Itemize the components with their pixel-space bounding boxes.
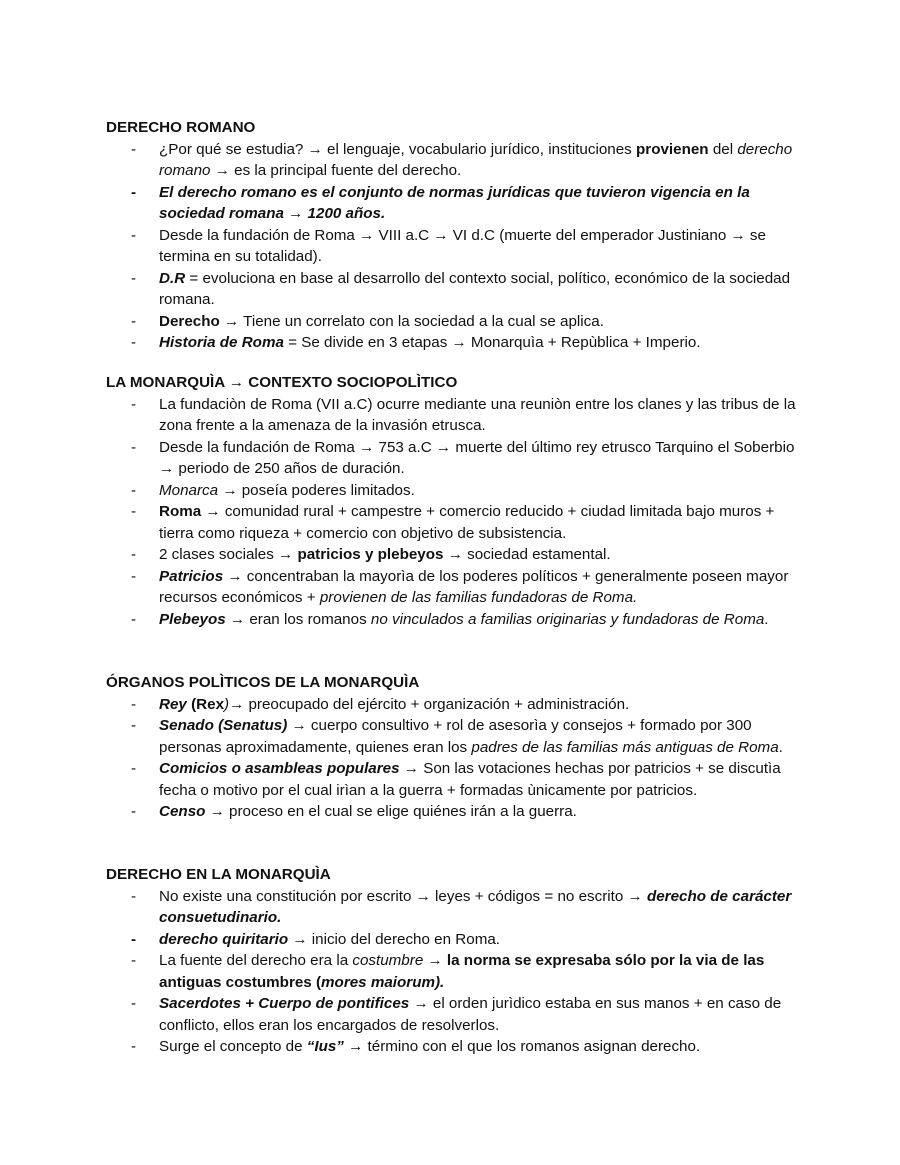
text-run: → (423, 952, 447, 969)
dash-bullet: - (131, 140, 137, 158)
list-item (106, 950, 806, 993)
list-item (106, 801, 806, 823)
list-item (106, 715, 806, 758)
text-run: Censo (159, 803, 206, 820)
text-run: derecho quiritario (159, 930, 289, 948)
section-heading: DERECHO ROMANO (106, 119, 256, 136)
text-run: → poseía poderes limitados. (218, 481, 415, 499)
bullet-list (106, 139, 806, 354)
dash-bullet: - (131, 312, 137, 330)
text-run: → término con el que los romanos asignan derecho. (343, 1038, 701, 1055)
list-item (106, 480, 806, 502)
bullet-list (106, 886, 806, 1058)
text-run: → eran los romanos (225, 610, 371, 628)
dash-bullet: - (131, 503, 137, 520)
text-run: Rey (159, 695, 187, 713)
bullet-list (106, 394, 806, 631)
text-run: Patricios (159, 567, 224, 585)
text-run: provienen (636, 140, 709, 158)
text-run: provienen de las familias fundadoras de Roma. (319, 589, 638, 606)
text-run: Surge el concepto de (159, 1038, 307, 1055)
text-run: → sociedad estamental. (443, 546, 611, 563)
text-run: (Rex (186, 695, 225, 713)
text-run: La fundaciòn de Roma (VII a.C) ocurre mediante una reuniòn entre los clanes y las tribus de la zona frente a la amenaza de la invasión etrusca. (159, 395, 796, 434)
dash-bullet: - (131, 269, 137, 287)
text-run: D.R (159, 269, 186, 287)
text-run: = evoluciona en base al desarrollo del contexto social, político, económico de la sociedad romana. (159, 269, 791, 308)
dash-bullet: - (131, 995, 137, 1012)
text-run: → es la principal fuente del derecho. (210, 162, 462, 179)
text-run: la norma se expresaba sólo por la via de las antiguas costumbres ( (159, 952, 765, 991)
dash-bullet: - (131, 395, 137, 413)
list-item (106, 332, 806, 354)
text-run: padres de las familias más antiguas de Roma (471, 738, 779, 756)
section-organos-politicos (106, 672, 806, 823)
text-run: ¿Por qué se estudia? → el lenguaje, vocabulario jurídico, instituciones (159, 140, 636, 158)
list-item (106, 694, 806, 716)
text-run: Desde la fundación de Roma → 753 a.C → muerte del último rey etrusco Tarquino el Soberbio → periodo de 250 años de duración. (159, 438, 795, 477)
dash-bullet: - (131, 760, 137, 777)
list-item (106, 394, 806, 437)
list-item (106, 311, 806, 333)
list-item (106, 225, 806, 268)
text-run: = Se divide en 3 etapas → Monarquìa + Repùblica + Imperio. (283, 334, 701, 351)
section-derecho-monarquia (106, 864, 806, 1058)
text-run: . (778, 738, 783, 756)
text-run: derecho romano (159, 140, 793, 179)
text-run: no vinculados a familias originarias y fundadoras de Roma (370, 610, 765, 628)
text-run: → cuerpo consultivo + rol de asesorìa y consejos + formado por 300 personas aproximadamente, quienes eran los (159, 717, 752, 756)
list-item (106, 929, 806, 951)
dash-bullet: - (131, 546, 137, 563)
list-item (106, 544, 806, 566)
text-run: → comunidad rural + campestre + comercio reducido + ciudad limitada bajo muros + tierra como riqueza + comercio con objetivo de subsistencia. (159, 503, 775, 542)
text-run: mores maiorum). (321, 973, 445, 991)
text-run: → preocupado del ejército + organización + administración. (229, 695, 630, 713)
dash-bullet: - (131, 887, 137, 905)
text-run: costumbre (352, 952, 424, 969)
text-run: La fuente del derecho era la (159, 952, 353, 969)
text-run: Senado (Senatus) (159, 717, 288, 734)
text-run: . (764, 610, 769, 628)
text-run: Derecho (159, 312, 220, 330)
list-item (106, 758, 806, 801)
text-run: → el orden jurìdico estaba en sus manos + en caso de conflicto, ellos eran los encargados de resolverlos. (159, 995, 782, 1034)
text-run: Plebeyos (159, 610, 226, 628)
text-run: Desde la fundación de Roma → VIII a.C → VI d.C (muerte del emperador Justiniano → se termina en su totalidad). (159, 226, 766, 265)
dash-bullet: - (131, 1038, 137, 1055)
dash-bullet: - (131, 610, 137, 628)
text-run: → Tiene un correlato con la sociedad a la cual se aplica. (219, 312, 604, 330)
list-item (106, 609, 806, 631)
text-run: derecho de carácter consuetudinario. (159, 887, 792, 926)
dash-bullet: - (131, 334, 137, 351)
text-run: → Son las votaciones hechas por patricios + se discutìa fecha o motivo por el cual irìan a la guerra + formadas ùnicamente por patricios. (159, 760, 781, 799)
list-item (106, 1036, 806, 1058)
list-item (106, 993, 806, 1036)
text-run: El derecho romano es el conjunto de normas jurídicas que tuvieron vigencia en la sociedad romana → 1200 años. (159, 183, 750, 222)
text-run: del (708, 140, 738, 158)
dash-bullet: - (131, 952, 137, 969)
list-item (106, 886, 806, 929)
text-run: Roma (159, 503, 202, 520)
dash-bullet: - (131, 567, 137, 585)
text-run: ) (224, 695, 230, 713)
dash-bullet: - (131, 695, 137, 713)
dash-bullet: - (131, 183, 137, 201)
dash-bullet: - (131, 930, 137, 948)
dash-bullet: - (131, 226, 137, 244)
text-run: “Ius” (306, 1038, 344, 1055)
text-run: 2 clases sociales → (159, 546, 298, 563)
text-run: Sacerdotes + Cuerpo de pontifices (159, 995, 410, 1012)
section-heading: LA MONARQUÌA → CONTEXTO SOCIOPOLÌTICO (106, 374, 458, 391)
section-la-monarquia (106, 372, 806, 630)
section-derecho-romano (106, 117, 806, 354)
list-item (106, 139, 806, 182)
text-run: patricios y plebeyos (297, 546, 444, 563)
text-run: → inicio del derecho en Roma. (288, 930, 501, 948)
text-run: No existe una constitución por escrito → leyes + códigos = no escrito → (159, 887, 647, 905)
dash-bullet: - (131, 481, 137, 499)
list-item (106, 268, 806, 311)
list-item (106, 501, 806, 544)
bullet-list (106, 694, 806, 823)
text-run: Historia de Roma (159, 334, 284, 351)
text-run: → proceso en el cual se elige quiénes irán a la guerra. (205, 803, 577, 820)
text-run: → concentraban la mayorìa de los poderes políticos + generalmente poseen mayor recursos económicos + (159, 567, 789, 606)
list-item (106, 566, 806, 609)
text-run: Comicios o asambleas populares (159, 760, 400, 777)
list-item (106, 182, 806, 225)
list-item (106, 437, 806, 480)
dash-bullet: - (131, 438, 137, 456)
section-heading: DERECHO EN LA MONARQUÌA (106, 866, 331, 883)
section-heading: ÓRGANOS POLÌTICOS DE LA MONARQUÌA (106, 674, 420, 691)
dash-bullet: - (131, 717, 137, 734)
dash-bullet: - (131, 803, 137, 820)
text-run: Monarca (159, 481, 219, 499)
